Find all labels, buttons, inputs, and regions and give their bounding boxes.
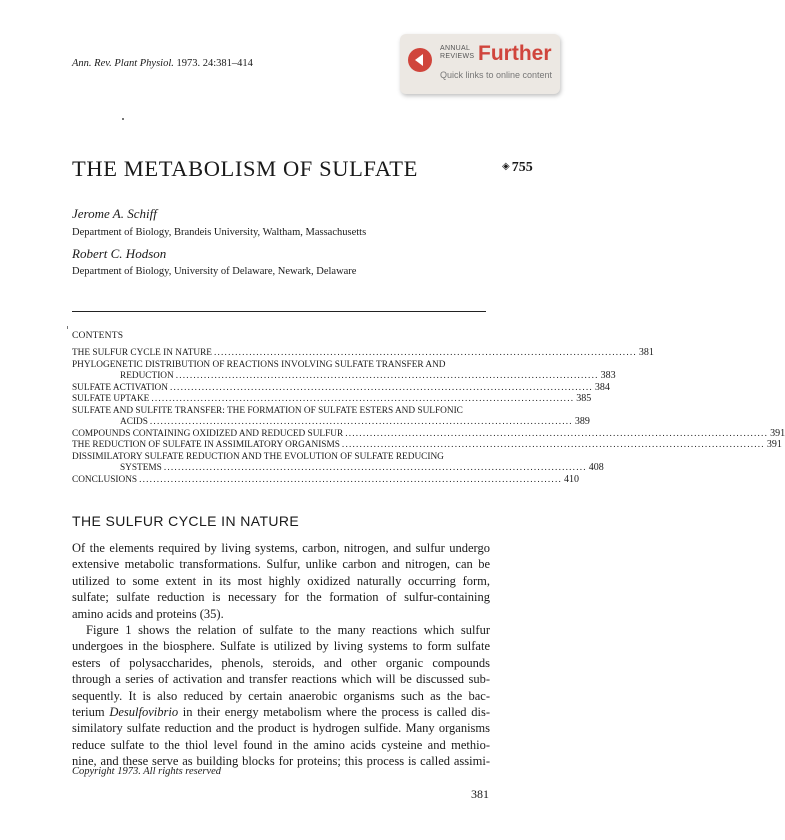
- toc-entry[interactable]: THE SULFUR CYCLE IN NATURE ........................................................................................................................ 381: [72, 347, 654, 358]
- text-line: Of the elements required by living systems, carbon, nitrogen, and sulfur undergo: [72, 541, 490, 555]
- page-code: ◈ 755: [502, 160, 533, 175]
- contents-heading: CONTENTS: [72, 331, 124, 341]
- text-line: utilized to some extent in its most highly oxidized naturally occurring form,: [72, 573, 490, 588]
- page-number: 381: [471, 787, 489, 801]
- toc-entry[interactable]: ACIDS ........................................................................................................................ 389: [120, 416, 590, 427]
- further-subtitle: Quick links to online content: [440, 70, 553, 80]
- margin-mark: [67, 326, 68, 329]
- toc-entry[interactable]: SULFATE UPTAKE ........................................................................................................................ 385: [72, 393, 592, 404]
- further-links-banner[interactable]: [400, 34, 560, 94]
- section-heading: THE SULFUR CYCLE IN NATURE: [72, 513, 300, 529]
- toc-entry[interactable]: DISSIMILATORY SULFATE REDUCTION AND THE EVOLUTION OF SULFATE REDUCING: [72, 451, 444, 462]
- copyright-notice: Copyright 1973. All rights reserved: [72, 766, 222, 777]
- author-name: Robert C. Hodson: [72, 246, 167, 261]
- further-label: Further: [478, 42, 552, 65]
- divider: [72, 311, 486, 312]
- annual-reviews-wordmark: ANNUAL REVIEWS: [440, 45, 475, 60]
- journal-citation: Ann. Rev. Plant Physiol. 1973. 24:381–414: [72, 58, 253, 69]
- author-name: Jerome A. Schiff: [72, 206, 157, 221]
- body-paragraph: [72, 540, 490, 769]
- text-line: Figure 1 shows the relation of sulfate to the many reactions which sulfur: [86, 622, 490, 637]
- toc-entry[interactable]: REDUCTION ........................................................................................................................ 383: [120, 370, 616, 381]
- text-line: sulfate; sulfate reduction is necessary for the formation of sulfur-containing: [72, 590, 490, 605]
- toc-entry[interactable]: THE REDUCTION OF SULFATE IN ASSIMILATORY ORGANISMS ........................................................................................................................ 391: [72, 439, 782, 450]
- speck: [122, 118, 124, 120]
- toc-entry[interactable]: PHYLOGENETIC DISTRIBUTION OF REACTIONS INVOLVING SULFATE TRANSFER AND: [72, 359, 446, 370]
- text-line: terium Desulfovibrio in their energy metabolism where the process is called dis-: [72, 704, 490, 719]
- text-line: esters of polysaccharides, phenols, steroids, and other organic compounds: [72, 655, 490, 670]
- toc-entry[interactable]: CONCLUSIONS ........................................................................................................................ 410: [72, 473, 579, 485]
- author-affiliation: Department of Biology, Brandeis University, Waltham, Massachusetts: [72, 227, 367, 238]
- toc-entry[interactable]: SULFATE ACTIVATION ........................................................................................................................ 384: [72, 381, 610, 393]
- text-line: nine, and these serve as building blocks for proteins; this process is called assimi-: [72, 754, 490, 769]
- diamond-icon: ◈: [502, 161, 510, 172]
- author-affiliation: Department of Biology, University of Delaware, Newark, Delaware: [72, 266, 357, 277]
- toc-entry[interactable]: COMPOUNDS CONTAINING OXIDIZED AND REDUCED SULFUR ........................................................................................................................ 391: [72, 427, 785, 439]
- toc-entry[interactable]: SULFATE AND SULFITE TRANSFER: THE FORMATION OF SULFATE ESTERS AND SULFONIC: [72, 405, 463, 416]
- text-line: extensive metabolic transformations. Sulfur, unlike carbon and nitrogen, can be: [72, 557, 490, 572]
- text-line: sequently. It is also reduced by certain anaerobic organisms such as the bac-: [72, 688, 490, 703]
- text-line: reduce sulfate to the thiol level found in the amino acids cysteine and methio-: [72, 737, 490, 752]
- article-title: THE METABOLISM OF SULFATE: [72, 156, 418, 181]
- text-line: undergoes in the biosphere. Sulfate is utilized by living systems to form sulfate: [72, 639, 490, 654]
- text-line: similatory sulfate reduction and the product is hydrogen sulfide. Many organisms: [72, 721, 490, 736]
- annual-reviews-logo-icon: [408, 48, 432, 72]
- text-line: through a series of activation and transfer reactions which will be discussed sub-: [72, 672, 490, 687]
- text-line: amino acids and proteins (35).: [72, 606, 224, 621]
- table-of-contents: [72, 347, 785, 485]
- toc-entry[interactable]: SYSTEMS ........................................................................................................................ 408: [120, 462, 604, 473]
